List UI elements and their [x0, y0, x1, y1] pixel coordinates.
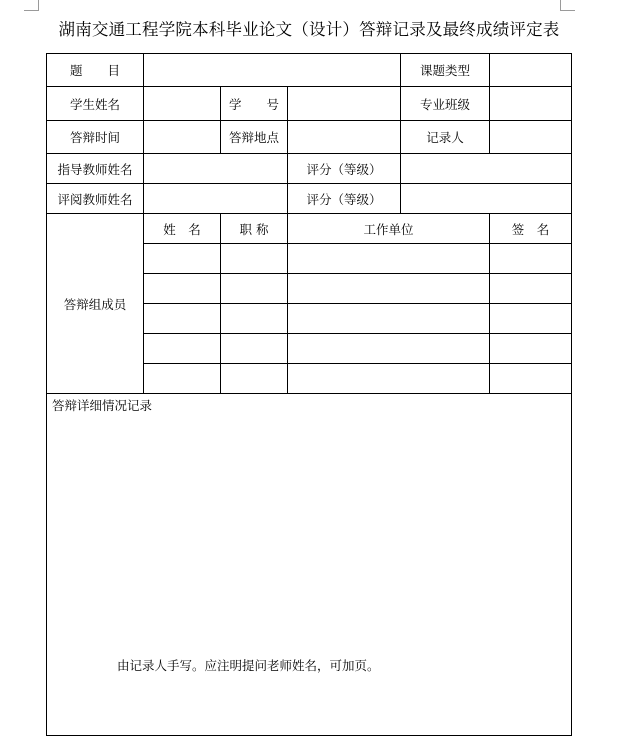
- committee-header-row: [47, 214, 572, 244]
- student-name-label: 学生姓名: [47, 87, 144, 121]
- member-unit-field[interactable]: [288, 364, 490, 394]
- member-unit-field[interactable]: [288, 334, 490, 364]
- defense-place-label: 答辩地点: [221, 121, 288, 154]
- member-name-field[interactable]: [144, 244, 221, 274]
- major-class-field[interactable]: [490, 87, 572, 121]
- topic-field[interactable]: [144, 54, 401, 87]
- topic-type-label: 课题类型: [401, 54, 490, 87]
- major-class-label: 专业班级: [401, 87, 490, 121]
- recorder-label: 记录人: [401, 121, 490, 154]
- defense-row: [47, 121, 572, 154]
- defense-notes-label: 答辩详细情况记录: [52, 398, 153, 413]
- reviewer-score-label: 评分（等级）: [288, 184, 401, 214]
- reviewer-row: [47, 184, 572, 214]
- member-title-field[interactable]: [221, 274, 288, 304]
- member-name-field[interactable]: [144, 304, 221, 334]
- member-signature-field[interactable]: [490, 334, 572, 364]
- advisor-row: [47, 154, 572, 184]
- member-name-field[interactable]: [144, 334, 221, 364]
- member-name-field[interactable]: [144, 274, 221, 304]
- defense-notes-hint: 由记录人手写。应注明提问老师姓名，可加页。: [117, 658, 380, 673]
- member-title-field[interactable]: [221, 244, 288, 274]
- member-unit-field[interactable]: [288, 304, 490, 334]
- defense-time-label: 答辩时间: [47, 121, 144, 154]
- student-id-field[interactable]: [288, 87, 401, 121]
- topic-label: 题 目: [47, 54, 144, 87]
- topic-row: [47, 54, 572, 87]
- committee-header-signature: 签 名: [490, 214, 572, 244]
- advisor-name-field[interactable]: [144, 154, 288, 184]
- member-signature-field[interactable]: [490, 274, 572, 304]
- committee-header-unit: 工作单位: [288, 214, 490, 244]
- member-name-field[interactable]: [144, 364, 221, 394]
- advisor-name-label: 指导教师姓名: [47, 154, 144, 184]
- member-title-field[interactable]: [221, 304, 288, 334]
- defense-notes-area[interactable]: [47, 394, 572, 736]
- document-title: 湖南交通工程学院本科毕业论文（设计）答辩记录及最终成绩评定表: [58, 20, 560, 39]
- defense-place-field[interactable]: [288, 121, 401, 154]
- reviewer-name-field[interactable]: [144, 184, 288, 214]
- member-title-field[interactable]: [221, 364, 288, 394]
- member-signature-field[interactable]: [490, 244, 572, 274]
- defense-record-form: [46, 53, 572, 736]
- advisor-score-label: 评分（等级）: [288, 154, 401, 184]
- member-signature-field[interactable]: [490, 364, 572, 394]
- committee-label: 答辩组成员: [47, 214, 144, 394]
- student-id-label: 学 号: [221, 87, 288, 121]
- notes-row: [47, 394, 572, 736]
- page-corner-mark-right: [560, 0, 575, 11]
- student-name-field[interactable]: [144, 87, 221, 121]
- member-title-field[interactable]: [221, 334, 288, 364]
- committee-header-title: 职 称: [221, 214, 288, 244]
- reviewer-score-field[interactable]: [401, 184, 572, 214]
- topic-type-field[interactable]: [490, 54, 572, 87]
- committee-header-name: 姓 名: [144, 214, 221, 244]
- member-signature-field[interactable]: [490, 304, 572, 334]
- member-unit-field[interactable]: [288, 244, 490, 274]
- advisor-score-field[interactable]: [401, 154, 572, 184]
- page-corner-mark-left: [24, 0, 39, 11]
- defense-time-field[interactable]: [144, 121, 221, 154]
- recorder-field[interactable]: [490, 121, 572, 154]
- student-row: [47, 87, 572, 121]
- member-unit-field[interactable]: [288, 274, 490, 304]
- reviewer-name-label: 评阅教师姓名: [47, 184, 144, 214]
